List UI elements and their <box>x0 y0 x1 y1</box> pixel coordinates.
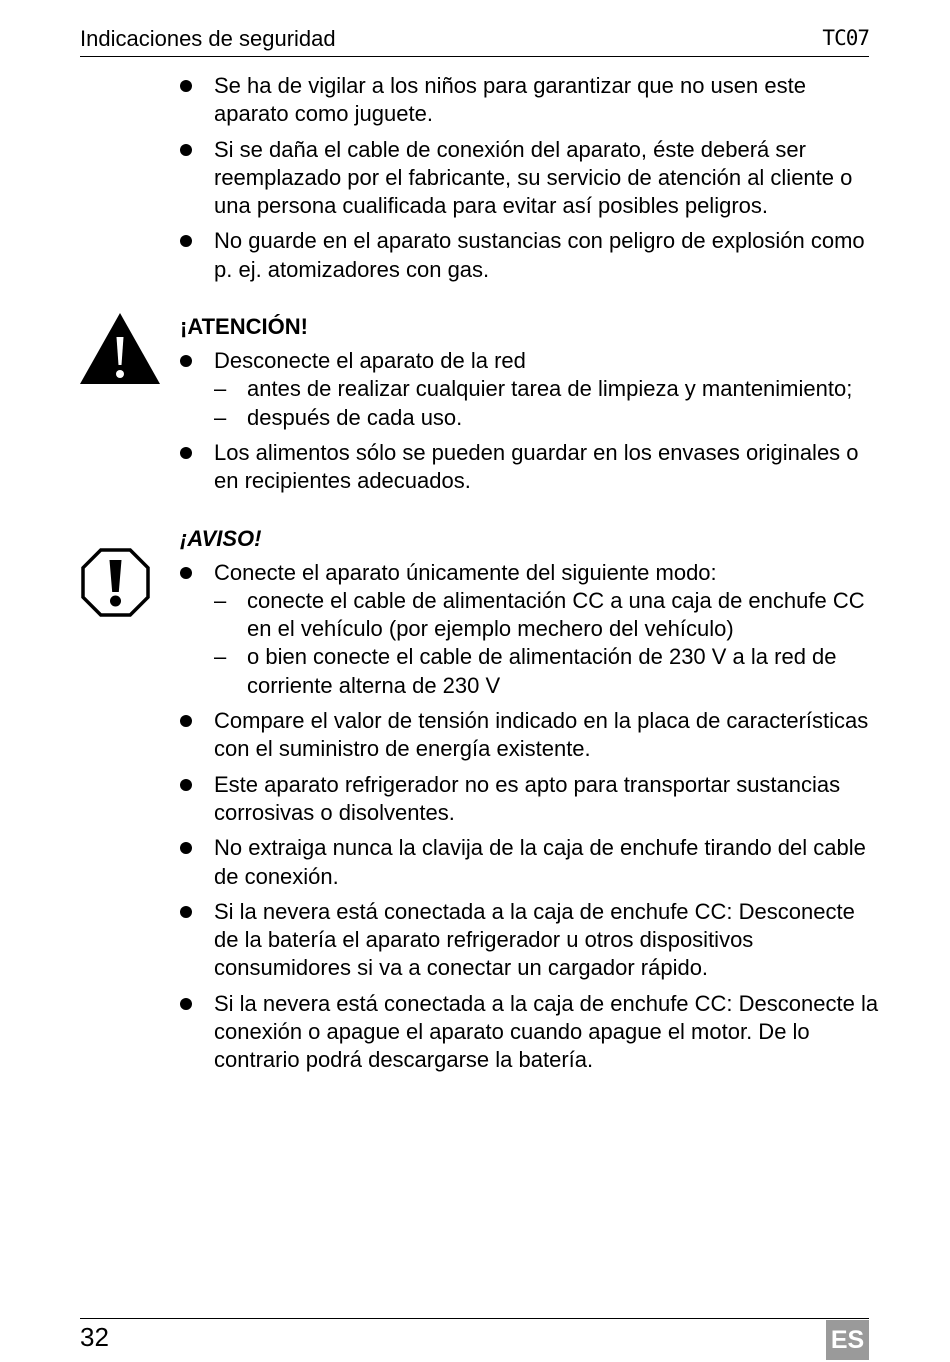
dash-icon: – <box>214 587 227 613</box>
sub-item-text: conecte el cable de alimentación CC a una caja de enchufe CC en el vehículo (por ejemplo mechero del vehículo) <box>247 587 865 642</box>
list-item-text: Si la nevera está conectada a la caja de enchufe CC: Desconecte de la batería el aparato refrigerador u otros dispositivos consumidores si va a conectar un cargador rápido. <box>214 898 855 981</box>
list-item <box>180 898 880 983</box>
sub-item-text: o bien conecte el cable de alimentación de 230 V a la red de corriente alterna de 230 V <box>247 644 837 698</box>
list-item <box>180 347 880 432</box>
bullet-icon <box>180 779 192 791</box>
list-item-text: Si la nevera está conectada a la caja de enchufe CC: Desconecte la conexión o apague el aparato cuando apague el motor. De lo contrario podrá descargarse la batería. <box>214 990 879 1073</box>
sub-item <box>214 587 880 644</box>
footer-divider <box>80 1318 869 1319</box>
list-item <box>180 227 880 284</box>
language-badge: ES <box>826 1320 869 1360</box>
sub-item-text: después de cada uso. <box>247 404 463 430</box>
sub-item <box>214 375 880 403</box>
page-number: 32 <box>80 1322 109 1352</box>
bullet-icon <box>180 998 192 1010</box>
atencion-title: ¡ATENCIÓN! <box>180 314 308 340</box>
list-item <box>180 72 880 129</box>
dash-icon: – <box>214 376 227 402</box>
bullet-icon <box>180 447 192 459</box>
list-item-text: Este aparato refrigerador no es apto para transportar sustancias corrosivas o disolventes. <box>214 771 841 825</box>
aviso-title: ¡AVISO! <box>180 525 262 551</box>
list-item-text: Conecte el aparato únicamente del siguiente modo: <box>214 559 717 585</box>
list-item <box>180 136 880 221</box>
bullet-icon <box>180 144 192 156</box>
sub-item-text: antes de realizar cualquier tarea de limpieza y mantenimiento; <box>247 376 853 402</box>
notice-octagon-icon <box>80 547 151 618</box>
list-item <box>180 771 880 828</box>
bullet-icon <box>180 906 192 918</box>
header-model: TC07 <box>822 26 869 50</box>
list-item-text: No extraiga nunca la clavija de la caja de enchufe tirando del cable de conexión. <box>214 835 866 889</box>
list-item-text: Desconecte el aparato de la red <box>214 348 526 374</box>
list-item <box>180 990 880 1075</box>
list-item <box>180 834 880 891</box>
list-item-text: Los alimentos sólo se pueden guardar en los envases originales o en recipientes adecuados. <box>214 439 859 494</box>
header-title: Indicaciones de seguridad <box>80 26 336 51</box>
bullet-icon <box>180 567 192 579</box>
bullet-icon <box>180 235 192 247</box>
dash-icon: – <box>214 644 227 670</box>
list-item <box>180 559 880 700</box>
warning-triangle-icon <box>80 313 160 384</box>
list-item-text: Compare el valor de tensión indicado en la placa de características con el suministro de energía existente. <box>214 708 869 762</box>
list-item <box>180 707 880 764</box>
sub-item <box>214 643 880 700</box>
dash-icon: – <box>214 404 227 430</box>
list-item-text: Si se daña el cable de conexión del aparato, éste deberá ser reemplazado por el fabricante, su servicio de atención al cliente o una persona cualificada para evitar así posibles peligros. <box>214 136 853 219</box>
bullet-icon <box>180 355 192 367</box>
list-item-text: Se ha de vigilar a los niños para garantizar que no usen este aparato como juguete. <box>214 73 806 127</box>
list-item <box>180 439 880 496</box>
list-item-text: No guarde en el aparato sustancias con peligro de explosión como p. ej. atomizadores con gas. <box>214 228 865 282</box>
bullet-icon <box>180 715 192 727</box>
sub-item <box>214 404 880 432</box>
content <box>180 72 880 1082</box>
bullet-icon <box>180 80 192 92</box>
bullet-icon <box>180 842 192 854</box>
page-header <box>80 24 869 57</box>
